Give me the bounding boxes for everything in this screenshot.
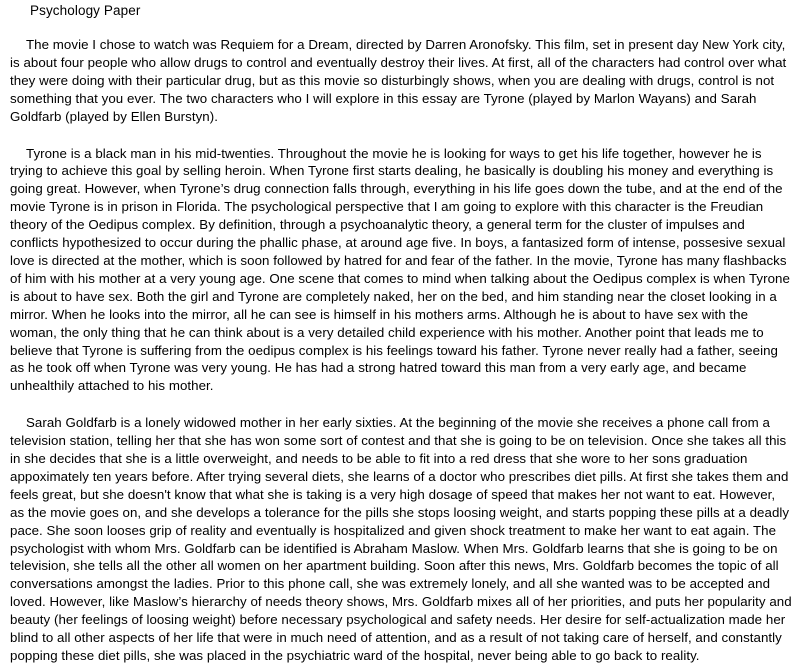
paragraph-sarah-goldfarb: Sarah Goldfarb is a lonely widowed mother in her early sixties. At the beginning of the movie she receives a phone call from a television station, telling her that she has won some sort of contest and that she is going to be on television. Once she takes all this in she decides that she is a little overweight, and needs to be able to fit into a red dress that she wore to her sons graduation appoximately ten years before. After trying several diets, she learns of a doctor who prescribes diet pills. At first she takes them and feels great, but she doesn't know that what she is taking is a very high dosage of speed that makes her not want to eat. However, as the movie goes on, and she develops a tolerance for the pills she stops loosing weight, and starts popping these pills at a deadly pace. She soon looses grip of reality and eventually is hospitalized and given shock treatment to make her want to eat again. The psychologist with whom Mrs. Goldfarb can be identified is Abraham Maslow. When Mrs. Goldfarb learns that she is going to be on television, she tells all the other all women on her apartment building. Soon after this news, Mrs. Goldfarb becomes the topic of all conversations amongst the ladies. Prior to this phone call, she was extremely lonely, and all she wanted was to be accepted and loved. However, like Maslow’s hierarchy of needs theory shows, Mrs. Goldfarb mixes all of her priorities, and puts her popularity and beauty (her feelings of loosing weight) before necessary psychological and safety needs. Her desire for self-actualization made her blind to all other aspects of her life that were in much need of attention, and as a result of not taking care of herself, and constantly popping these diet pills, she was placed in the psychiatric ward of the hospital, never being able to go back to reality. — [10, 415, 792, 663]
paragraph-tyrone: Tyrone is a black man in his mid-twenties. Throughout the movie he is looking for ways to get his life together, however he is trying to achieve this goal by selling heroin. When Tyrone first starts dealing, he basically is doubling his money and everything is going great. However, when Tyrone’s drug connection falls through, everything in his life goes down the tube, and at the end of the movie Tyrone is in prison in Florida. The psychological perspective that I am going to explore with this character is the Freudian theory of the Oedipus complex. By definition, through a psychoanalytic theory, a general term for the cluster of impulses and conflicts hypothesized to occur during the phallic phase, at around age five. In boys, a fantasized form of intense, possesive sexual love is directed at the mother, which is soon followed by hatred for and fear of the father. In the movie, Tyrone has many flashbacks of him with his mother at a very young age. One scene that comes to mind when talking about the Oedipus complex is when Tyrone is about to have sex. Both the girl and Tyrone are completely naked, her on the bed, and him standing near the closet looking in a mirror. When he looks into the mirror, all he can see is himself in his mothers arms. Although he is about to have sex with the woman, the only thing that he can think about is a very detailed child experience with his mother. Another point that leads me to believe that Tyrone is suffering from the oedipus complex is his feelings toward his father. Tyrone never really had a father, seeing as he took off when Tyrone was very young. He has had a strong hatred toward this man from a very early age, and became unhealthily attached to his mother. — [10, 145, 790, 394]
document-page — [10, 0, 792, 665]
document-title: Psychology Paper — [30, 3, 141, 18]
paragraph-introduction: The movie I chose to watch was Requiem for a Dream, directed by Darren Aronofsky. This film, set in present day New York city, is about four people who allow drugs to control and eventually destroy their lives. At first, all of the characters had control over what they were doing with their particular drug, but as this movie so disturbingly shows, when you are dealing with drugs, control is not something that you ever. The two characters who I will explore in this essay are Tyrone (played by Marlon Wayans) and Sarah Goldfarb (played by Ellen Burstyn). — [10, 37, 787, 124]
